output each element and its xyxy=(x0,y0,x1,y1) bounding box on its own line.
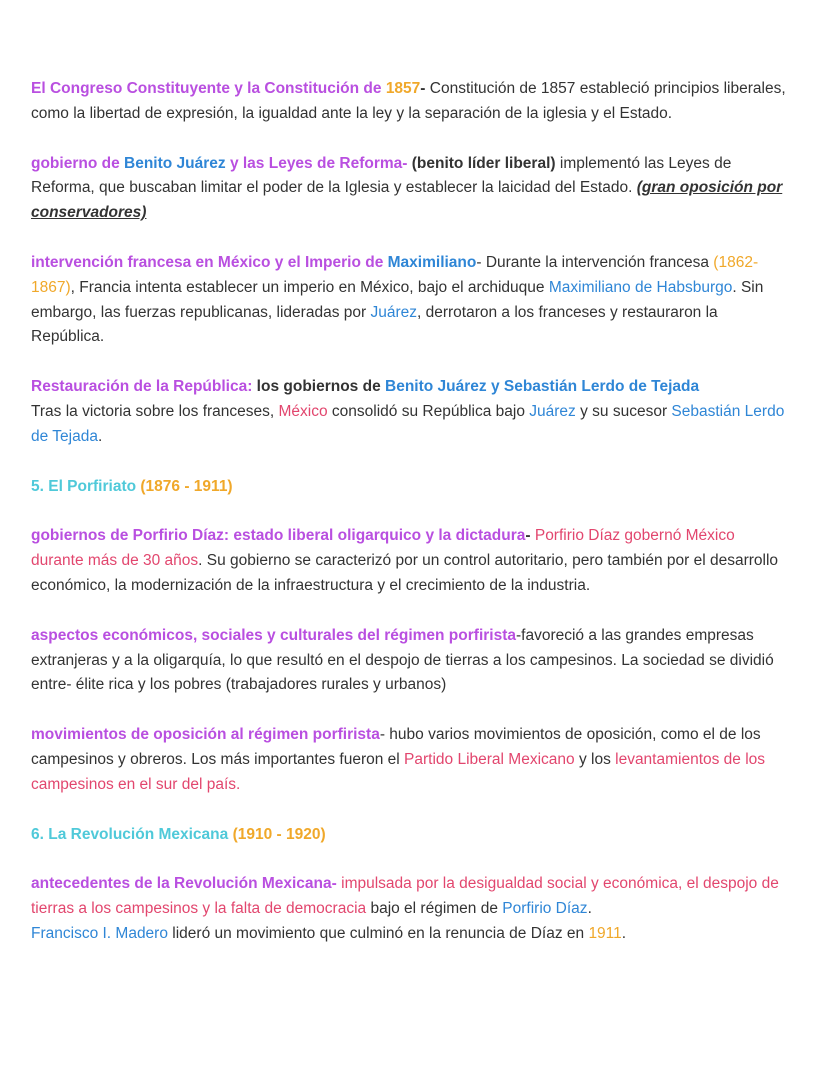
paragraph-text: . Sin embargo, las fuerzas republicanas, lideradas por xyxy=(31,278,764,321)
heading-antecedentes: antecedentes de la Revolución Mexicana xyxy=(31,875,332,893)
heading-gobierno-juarez: gobierno de xyxy=(31,154,124,172)
name-benito-juarez: Benito Juárez xyxy=(124,154,226,172)
year-1911: 1911 xyxy=(588,924,622,942)
dash: - xyxy=(525,527,531,545)
name-maximiliano: Maximiliano xyxy=(387,253,477,271)
section-heading-revolucion xyxy=(31,823,788,848)
name-francisco-madero: Francisco I. Madero xyxy=(31,924,168,942)
paragraph-leyes-reforma xyxy=(31,152,788,226)
name-lerdo-de-tejada: Sebastián Lerdo de Tejada xyxy=(31,402,785,445)
paragraph-text: lideró un movimiento que culminó en la renuncia de Díaz en xyxy=(167,924,589,942)
section-heading-porfiriato xyxy=(31,475,788,500)
dash: - xyxy=(420,80,426,97)
paragraph-text: . xyxy=(97,427,103,445)
subheading-gobiernos: los gobiernos de xyxy=(252,378,386,396)
heading-gobiernos-porfirio: gobiernos de Porfirio Díaz: estado liberal oligarquico y la dictadura xyxy=(31,527,526,545)
paragraph-text: Constitución de 1857 estableció principios liberales, como la libertad de expresión, la igualdad ante la ley y la separación de la iglesia y el Estado. xyxy=(31,80,786,122)
name-juarez: Juárez xyxy=(529,402,576,420)
name-juarez: Juárez xyxy=(370,303,417,321)
paragraph-antecedentes-revolucion xyxy=(31,872,788,946)
paragraph-text: . xyxy=(621,924,627,942)
years-1876-1911: (1876 - 1911) xyxy=(140,477,233,495)
heading-movimientos-oposicion: movimientos de oposición al régimen porfirista xyxy=(31,726,380,744)
paragraph-movimientos-oposicion xyxy=(31,723,788,797)
highlight-desigualdad: impulsada por la desigualdad social y económica, el despojo de tierras a los campesinos y la falta de democracia xyxy=(31,875,779,918)
name-maximiliano-habsburgo: Maximiliano de Habsburgo xyxy=(548,278,733,296)
heading-congreso-constituyente: El Congreso Constituyente y la Constitución de xyxy=(31,80,386,97)
highlight-30-anos: Porfirio Díaz gobernó México durante más de 30 años xyxy=(31,527,735,570)
year-1857: 1857 xyxy=(385,80,421,97)
heading-aspectos-regimen: aspectos económicos, sociales y culturales del régimen porfirista xyxy=(31,626,516,644)
section-title-porfiriato: 5. El Porfiriato xyxy=(31,477,141,495)
paragraph-text: bajo el régimen de xyxy=(366,900,503,918)
paragraph-text: . Su gobierno se caracterizó por un control autoritario, pero también por el desarrollo económico, la modernización de la infraestructura y el crecimiento de la industria. xyxy=(31,552,779,594)
section-title-revolucion: 6. La Revolución Mexicana xyxy=(31,825,233,843)
paragraph-text: Tras la victoria sobre los franceses, xyxy=(31,402,279,420)
heading-leyes-reforma: y las Leyes de Reforma- xyxy=(225,154,408,172)
names-juarez-lerdo: Benito Juárez y Sebastián Lerdo de Tejada xyxy=(385,378,700,396)
paragraph-text: , derrotaron a los franceses y restauraron la República. xyxy=(31,303,718,346)
heading-intervencion-francesa: intervención francesa en México y el Imperio de xyxy=(31,253,388,271)
note-lider-liberal: (benito líder liberal) xyxy=(407,154,556,172)
name-porfirio-diaz: Porfirio Díaz xyxy=(502,900,588,918)
note-oposicion-conservadores: (gran oposición por conservadores) xyxy=(31,179,783,222)
paragraph-gobiernos-porfirio xyxy=(31,524,788,598)
highlight-levantamientos: levantamientos de los campesinos en el sur del país. xyxy=(31,750,766,793)
paragraph-text: consolidó su República bajo xyxy=(327,402,530,420)
paragraph-text: . xyxy=(587,900,592,918)
name-partido-liberal: Partido Liberal Mexicano xyxy=(404,750,575,768)
paragraph-text: y los xyxy=(574,750,616,768)
paragraph-constitucion-1857 xyxy=(31,77,788,127)
name-mexico: México xyxy=(278,402,328,420)
heading-restauracion-republica: Restauración de la República: xyxy=(31,378,253,396)
paragraph-text: - hubo varios movimientos de oposición, como el de los campesinos y obreros. Los más importantes fueron el xyxy=(31,726,761,768)
paragraph-text: - Durante la intervención francesa xyxy=(476,253,714,271)
paragraph-text: -favoreció a las grandes empresas extranjeras y a la oligarquía, lo que resultó en el despojo de tierras a los campesinos. La sociedad se dividió entre- élite rica y los pobres (trabajadores rurales y urbanos) xyxy=(31,626,774,694)
paragraph-text: implementó las Leyes de Reforma, que buscaban limitar el poder de la Iglesia y establecer la laicidad del Estado. xyxy=(31,154,732,197)
years-1862-1867: (1862-1867) xyxy=(31,253,759,296)
dash: - xyxy=(331,875,337,893)
paragraph-text: y su sucesor xyxy=(575,402,672,420)
paragraph-restauracion-republica xyxy=(31,375,788,449)
years-1910-1920: (1910 - 1920) xyxy=(232,825,326,843)
paragraph-text: , Francia intenta establecer un imperio en México, bajo el archiduque xyxy=(70,278,549,296)
paragraph-aspectos-regimen xyxy=(31,624,788,698)
paragraph-intervencion-francesa xyxy=(31,251,788,350)
